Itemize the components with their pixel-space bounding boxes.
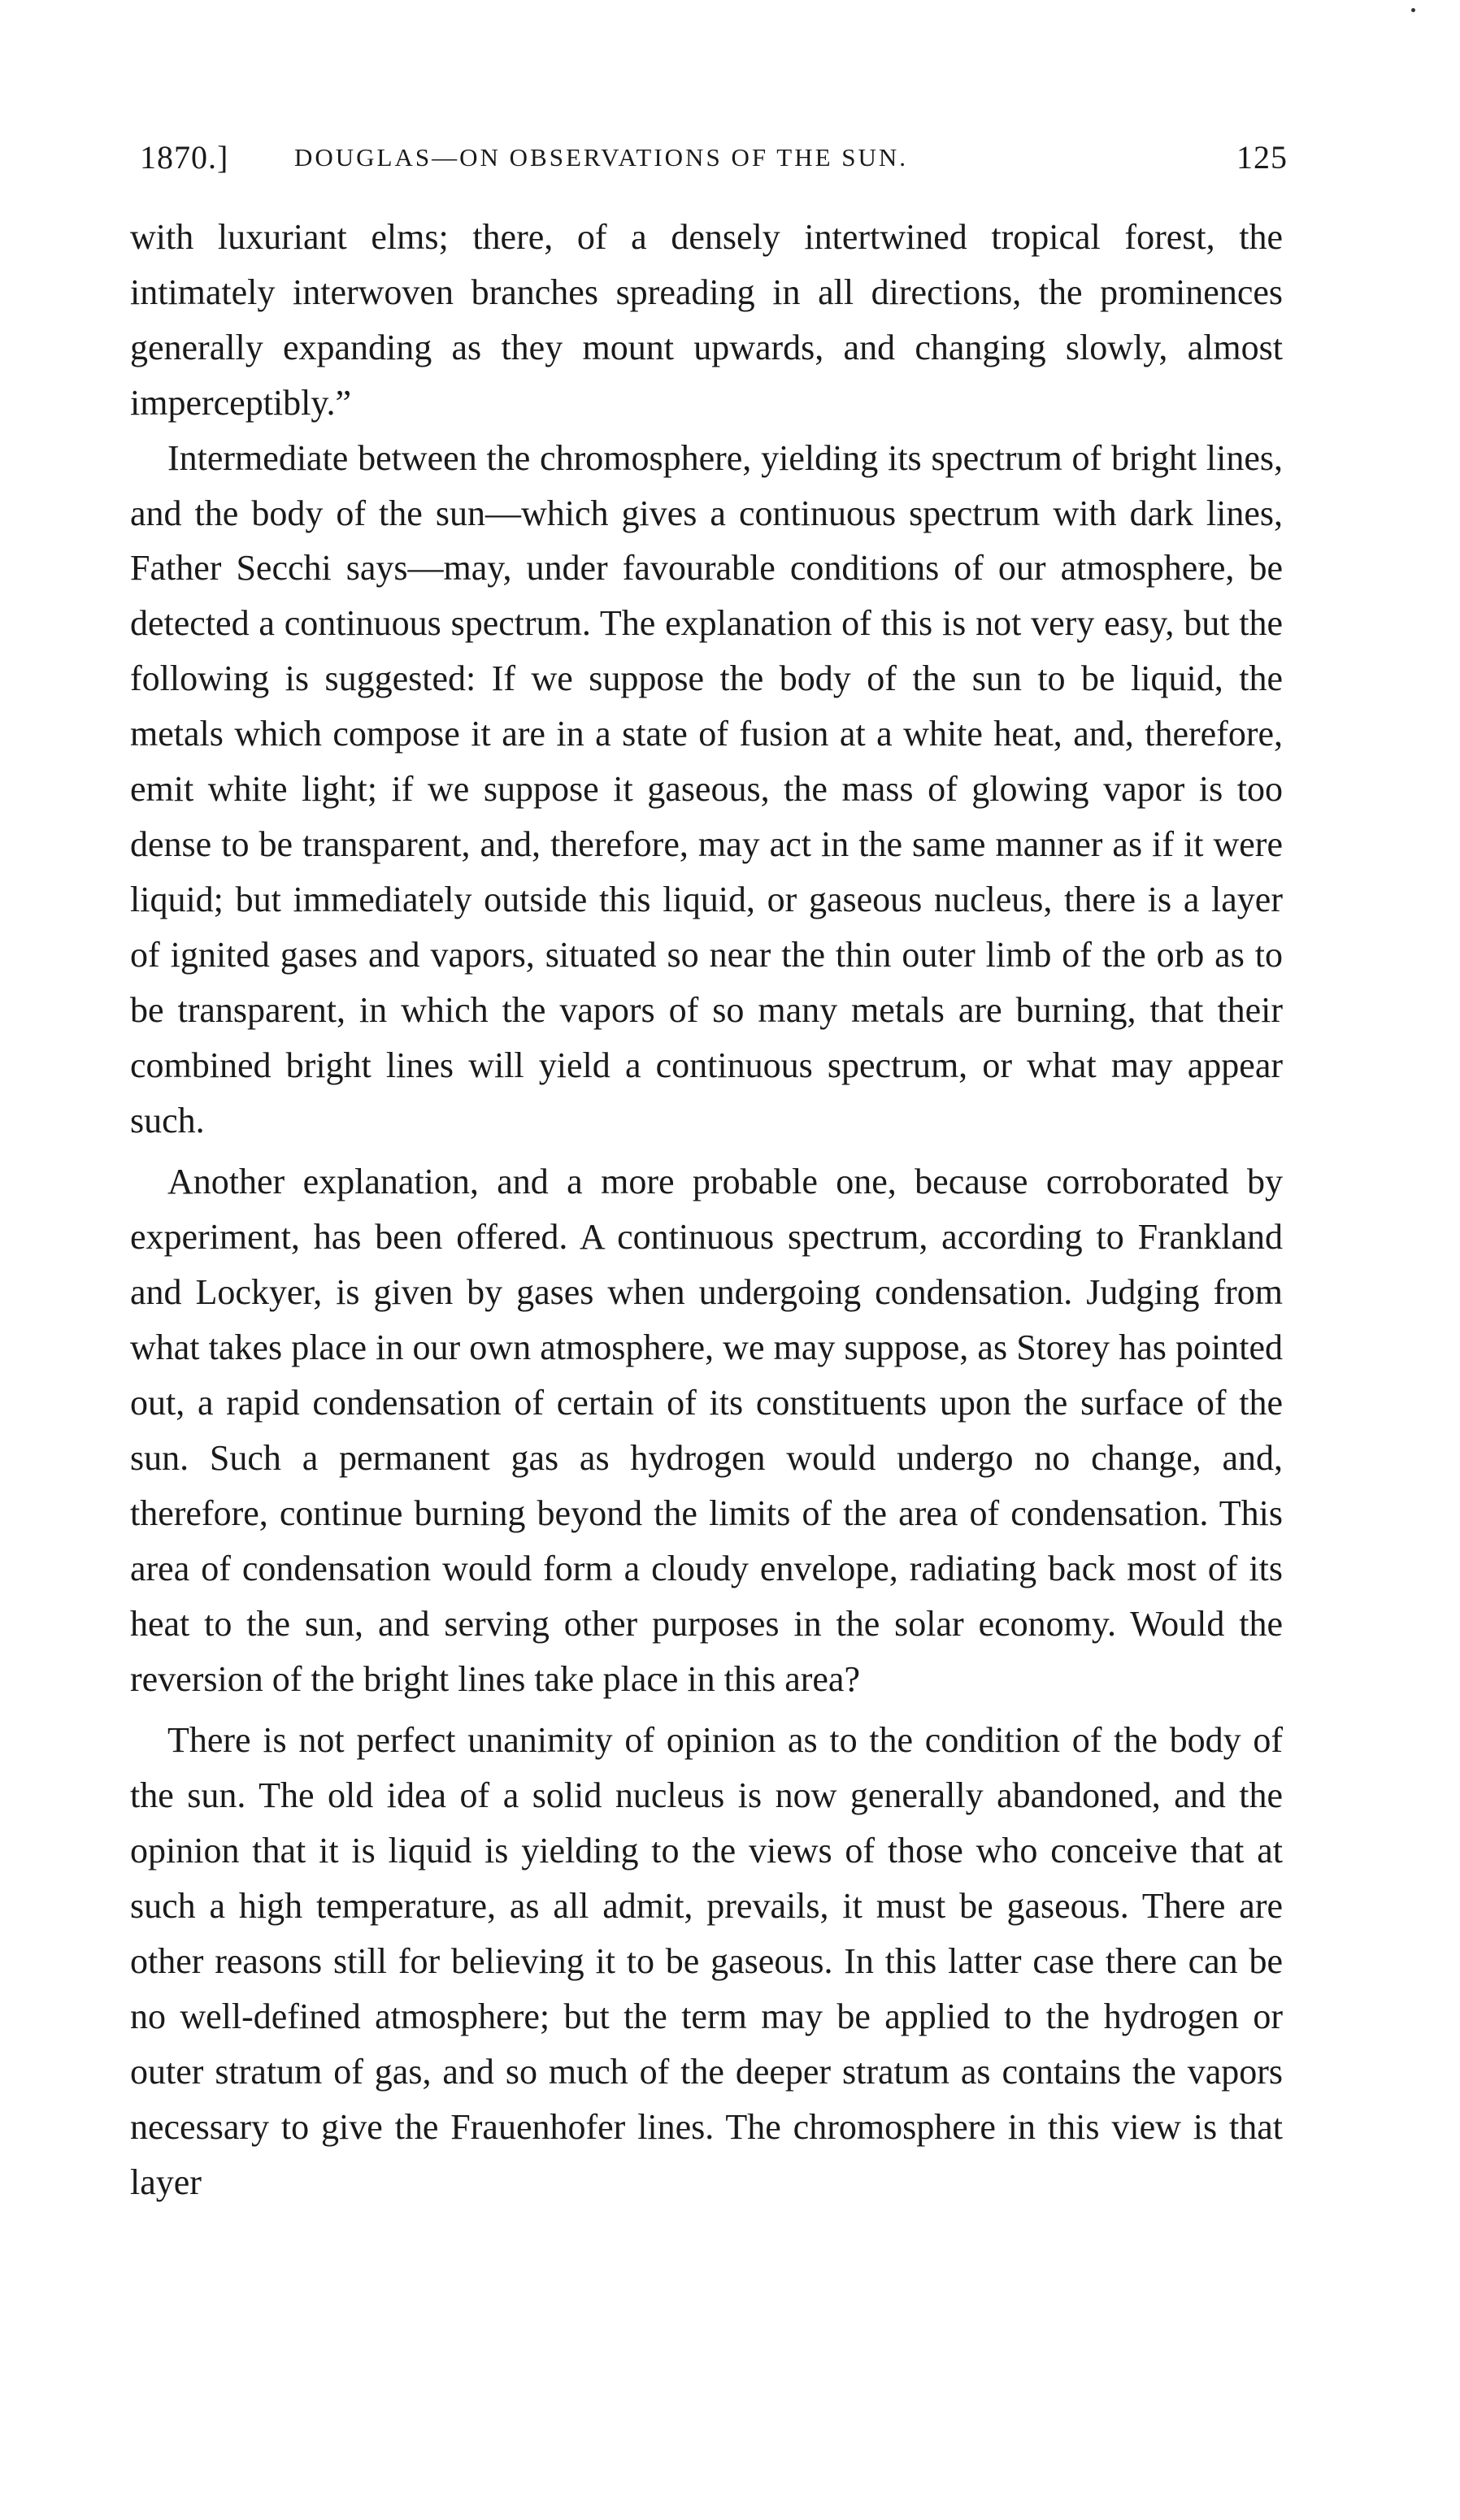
header-year: 1870.] (140, 139, 229, 176)
page-number: 125 (1236, 139, 1288, 176)
body-text (130, 210, 1283, 2210)
paragraph-unanimity: There is not perfect unanimity of opinion as to the condition of the body of the sun. The old idea of a solid nucleus is now generally abandoned, and the opinion that it is liquid is yielding to the views of those who conceive that at such a high temperature, as all admit, prevails, it must be gaseous. There are other reasons still for believing it to be gaseous. In this latter case there can be no well-defined atmosphere; but the term may be applied to the hydrogen or outer stratum of gas, and so much of the deeper stratum as contains the vapors necessary to give the Frauenhofer lines. The chromosphere in this view is that layer (130, 1720, 1283, 2202)
paragraph-intermediate: Intermediate between the chromosphere, yielding its spectrum of bright lines, and the body of the sun—which gives a continuous spectrum with dark lines, Father Secchi says—may, under favourable conditions of our atmosphere, be detected a continuous spectrum. The explanation of this is not very easy, but the following is suggested: If we suppose the body of the sun to be liquid, the metals which compose it are in a state of fusion at a white heat, and, therefore, emit white light; if we suppose it gaseous, the mass of glowing vapor is too dense to be transparent, and, therefore, may act in the same manner as if it were liquid; but immediately outside this liquid, or gaseous nucleus, there is a layer of ignited gases and vapors, situated so near the thin outer limb of the orb as to be transparent, in which the vapors of so many metals are burning, that their combined bright lines will yield a continuous spectrum, or what may appear such. (130, 437, 1283, 1141)
paragraph-another-explanation: Another explanation, and a more probable one, because corroborated by experiment, has been offered. A continuous spectrum, according to Frankland and Lockyer, is given by gases when undergoing condensation. Judging from what takes place in our own atmosphere, we may suppose, as Storey has pointed out, a rapid condensation of certain of its constituents upon the surface of the sun. Such a permanent gas as hydrogen would undergo no change, and, therefore, continue burning beyond the limits of the area of condensation. This area of condensation would form a cloudy envelope, radiating back most of its heat to the sun, and serving other purposes in the solar economy. Would the reversion of the bright lines take place in this area? (130, 1162, 1283, 1699)
running-header (140, 138, 1288, 187)
scan-speck (1411, 8, 1415, 12)
paragraph-continuation: with luxuriant elms; there, of a densely intertwined tropical forest, the intimately interwoven branches spreading in all directions, the prominences generally expanding as they mount upwards, and changing slowly, almost imperceptibly.” (130, 217, 1283, 423)
header-title: DOUGLAS—ON OBSERVATIONS OF THE SUN. (294, 143, 909, 172)
